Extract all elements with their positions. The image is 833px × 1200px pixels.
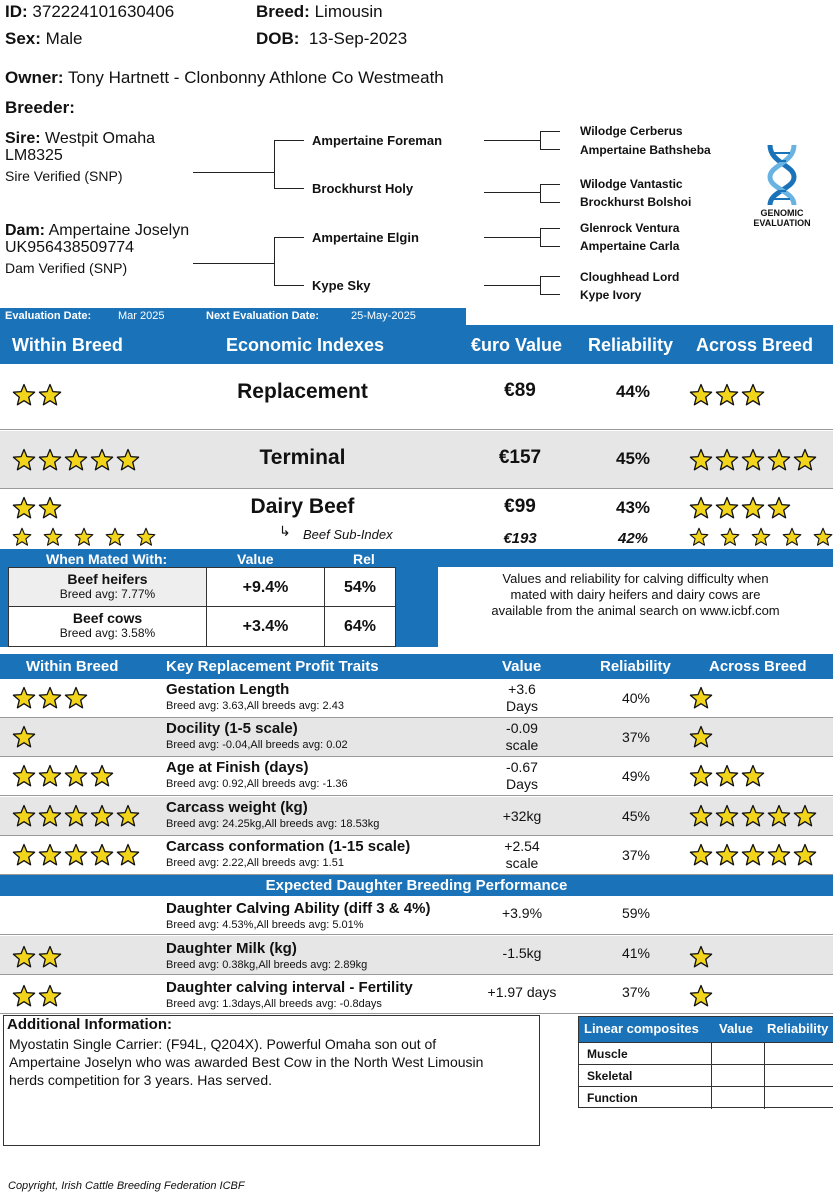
index-name: Replacement (237, 380, 368, 403)
trait-reliability: 40% (621, 690, 651, 706)
trait-avg: Breed avg: 0.38kg,All breeds avg: 2.89kg (166, 959, 368, 971)
star-icon (90, 843, 114, 867)
index-row-terminal (0, 431, 833, 489)
star-icon (767, 448, 791, 472)
trait-row (0, 757, 833, 796)
pedigree-line (540, 202, 560, 203)
trait-value: -1.5kg (502, 945, 542, 961)
star-icon (12, 686, 36, 710)
star-icon (689, 764, 713, 788)
pedigree-sire-dam: Brockhurst Holy (312, 181, 414, 196)
star-icon (38, 383, 62, 407)
linear-composites-table (578, 1016, 833, 1108)
pedigree-ss-dam: Ampertaine Bathsheba (580, 143, 711, 157)
index-reliability: 45% (615, 449, 651, 468)
animal-dob: DOB: 13-Sep-2023 (256, 29, 408, 48)
sub-index-name: Beef Sub-Index (303, 527, 393, 542)
linear-row (579, 1042, 833, 1064)
star-icon (741, 448, 765, 472)
within-breed-stars (12, 496, 64, 520)
mated-header-rel: Rel (353, 551, 375, 567)
star-icon (90, 764, 114, 788)
star-icon (12, 448, 36, 472)
star-icon (12, 496, 36, 520)
trait-reliability: 49% (621, 768, 651, 784)
star-icon (689, 725, 713, 749)
pedigree-line (484, 237, 540, 238)
across-breed-stars (689, 843, 819, 867)
star-icon (767, 496, 791, 520)
within-breed-stars (12, 945, 64, 969)
pedigree-sd-dam: Brockhurst Bolshoi (580, 195, 692, 209)
cell-divider (764, 1043, 765, 1065)
star-icon (12, 804, 36, 828)
star-icon (64, 804, 88, 828)
pedigree-line (540, 276, 560, 277)
within-breed-stars (12, 686, 90, 710)
linear-row (579, 1086, 833, 1108)
within-breed-stars (12, 725, 38, 749)
star-icon (715, 383, 739, 407)
star-icon (38, 804, 62, 828)
pedigree-ds-dam: Ampertaine Carla (580, 239, 680, 253)
pedigree-line (193, 263, 274, 264)
trait-value: +1.97 days (487, 984, 557, 1000)
star-icon (782, 527, 802, 547)
star-icon (116, 843, 140, 867)
star-icon (751, 527, 771, 547)
trait-name: Docility (1-5 scale) (166, 720, 298, 737)
trait-avg: Breed avg: -0.04,All breeds avg: 0.02 (166, 739, 348, 751)
pedigree-ss-sire: Wilodge Cerberus (580, 124, 683, 138)
star-icon (689, 945, 713, 969)
within-breed-stars (12, 804, 142, 828)
across-breed-stars (689, 383, 767, 407)
breeder-label: Breeder: (5, 98, 75, 117)
pedigree-line (484, 140, 540, 141)
cell-divider (711, 1065, 712, 1087)
star-icon (64, 764, 88, 788)
cell-divider (711, 1043, 712, 1065)
star-icon (12, 984, 36, 1008)
trait-name: Daughter calving interval - Fertility (166, 979, 413, 996)
trait-row (0, 797, 833, 836)
pedigree-line (274, 188, 304, 189)
daughter-row (0, 896, 833, 935)
star-icon (38, 686, 62, 710)
within-breed-stars (12, 383, 64, 407)
index-value: €89 (504, 380, 536, 401)
index-value: €99 (504, 496, 536, 517)
pedigree-dd-dam: Kype Ivory (580, 288, 642, 302)
linear-row (579, 1064, 833, 1086)
across-breed-stars (689, 804, 819, 828)
across-breed-stars (689, 764, 767, 788)
evaluation-bar: Evaluation Date: Mar 2025 Next Evaluation Date: 25-May-2025 (0, 308, 466, 325)
star-icon (64, 843, 88, 867)
daughter-row (0, 975, 833, 1014)
across-breed-stars (689, 686, 715, 710)
cell-divider (764, 1065, 765, 1087)
trait-avg: Breed avg: 4.53%,All breeds avg: 5.01% (166, 919, 364, 931)
star-icon (12, 527, 32, 547)
linear-header: Linear composites Value Reliability (579, 1017, 833, 1042)
pedigree-line (540, 149, 560, 150)
pedigree-line (540, 184, 560, 185)
trait-value: -0.09 scale (505, 720, 539, 753)
star-icon (38, 984, 62, 1008)
star-icon (741, 764, 765, 788)
star-icon (793, 843, 817, 867)
star-icon (715, 448, 739, 472)
pedigree-line (274, 140, 275, 188)
trait-avg: Breed avg: 0.92,All breeds avg: -1.36 (166, 778, 348, 790)
star-icon (689, 448, 713, 472)
mated-header-value: Value (237, 551, 274, 567)
sub-within-breed-stars (12, 527, 167, 547)
cows-rel: 64% (343, 618, 377, 635)
trait-name: Carcass conformation (1-15 scale) (166, 838, 411, 855)
star-icon (12, 383, 36, 407)
star-icon (64, 448, 88, 472)
pedigree-line (540, 294, 560, 295)
trait-value: +32kg (502, 808, 542, 824)
owner: Owner: Tony Hartnett - Clonbonny Athlone Co Westmeath (5, 68, 444, 87)
pedigree-line (484, 285, 540, 286)
mated-header-with: When Mated With: (46, 551, 168, 567)
animal-breed: Breed: Limousin (256, 2, 383, 21)
copyright: Copyright, Irish Cattle Breeding Federation ICBF (8, 1180, 245, 1192)
pedigree-line (540, 276, 541, 294)
star-icon (105, 527, 125, 547)
star-icon (74, 527, 94, 547)
trait-value: +3.6 Days (506, 681, 538, 714)
star-icon (12, 945, 36, 969)
star-icon (767, 843, 791, 867)
across-breed-stars (689, 945, 715, 969)
star-icon (689, 496, 713, 520)
pedigree-dd-sire: Cloughhead Lord (580, 270, 680, 284)
trait-reliability: 41% (621, 945, 651, 961)
trait-name: Daughter Milk (kg) (166, 940, 297, 957)
sub-across-breed-stars (689, 527, 833, 547)
linear-row-label: Function (587, 1091, 638, 1105)
trait-avg: Breed avg: 3.63,All breeds avg: 2.43 (166, 700, 344, 712)
star-icon (38, 764, 62, 788)
index-reliability: 43% (615, 498, 651, 517)
star-icon (90, 804, 114, 828)
trait-name: Gestation Length (166, 681, 290, 698)
star-icon (767, 804, 791, 828)
calving-note: Values and reliability for calving difficulty when mated with dairy heifers and dairy cows are available from the animal search on www.icbf.com (438, 567, 833, 647)
star-icon (741, 843, 765, 867)
within-breed-stars (12, 448, 142, 472)
index-name: Terminal (259, 446, 346, 469)
trait-reliability: 37% (621, 729, 651, 745)
pedigree-sd-sire: Wilodge Vantastic (580, 177, 683, 191)
star-icon (38, 496, 62, 520)
within-breed-stars (12, 764, 116, 788)
trait-value: -0.67 Days (506, 759, 538, 792)
star-icon (715, 496, 739, 520)
pedigree-line (274, 237, 304, 238)
trait-reliability: 37% (621, 847, 651, 863)
star-icon (741, 496, 765, 520)
star-icon (689, 686, 713, 710)
pedigree-line (540, 131, 560, 132)
pedigree-line (540, 228, 560, 229)
trait-avg: Breed avg: 24.25kg,All breeds avg: 18.53kg (166, 818, 380, 830)
index-row-replacement (0, 364, 833, 430)
mated-left-edge (0, 549, 8, 647)
star-icon (689, 527, 709, 547)
cell-divider (764, 1087, 765, 1109)
pedigree-line (274, 140, 304, 141)
trait-reliability: 45% (621, 808, 651, 824)
trait-row (0, 836, 833, 875)
sub-index-value: €193 (503, 530, 537, 547)
star-icon (741, 804, 765, 828)
mated-table (8, 567, 396, 647)
star-icon (116, 448, 140, 472)
star-icon (689, 383, 713, 407)
genomic-label: GENOMIC EVALUATION (753, 208, 811, 228)
pedigree-dam-dam: Kype Sky (312, 278, 371, 293)
daughter-row (0, 936, 833, 975)
star-icon (715, 843, 739, 867)
trait-row (0, 679, 833, 718)
star-icon (689, 984, 713, 1008)
star-icon (813, 527, 833, 547)
sub-index-reliability: 42% (617, 530, 649, 547)
star-icon (90, 448, 114, 472)
sub-index-arrow-icon: ↳ (279, 523, 291, 539)
across-breed-stars (689, 448, 819, 472)
across-breed-stars (689, 496, 793, 520)
star-icon (715, 804, 739, 828)
heifers-value: +9.4% (207, 568, 325, 607)
index-value: €157 (498, 447, 542, 468)
trait-avg: Breed avg: 1.3days,All breeds avg: -0.8days (166, 998, 382, 1010)
index-reliability: 44% (615, 382, 651, 401)
star-icon (38, 448, 62, 472)
trait-reliability: 59% (621, 905, 651, 921)
star-icon (43, 527, 63, 547)
star-icon (38, 945, 62, 969)
pedigree-line (274, 285, 304, 286)
cows-label-cell: Beef cows Breed avg: 3.58% (9, 607, 207, 646)
heifers-label-cell: Beef heifers Breed avg: 7.77% (9, 568, 207, 607)
star-icon (12, 764, 36, 788)
star-icon (64, 686, 88, 710)
cows-value: +3.4% (207, 607, 325, 646)
dna-icon (760, 143, 804, 207)
traits-header: Within Breed Key Replacement Profit Traits Value Reliability Across Breed (0, 654, 833, 679)
star-icon (12, 725, 36, 749)
star-icon (741, 383, 765, 407)
trait-value: +2.54 scale (504, 838, 540, 871)
star-icon (38, 843, 62, 867)
star-icon (689, 804, 713, 828)
trait-reliability: 37% (621, 984, 651, 1000)
pedigree-line (540, 184, 541, 202)
animal-sex: Sex: Male (5, 29, 83, 48)
daughter-header: Expected Daughter Breeding Performance (0, 875, 833, 896)
trait-avg: Breed avg: 2.22,All breeds avg: 1.51 (166, 857, 344, 869)
cell-divider (711, 1087, 712, 1109)
within-breed-stars (12, 843, 142, 867)
trait-name: Daughter Calving Ability (diff 3 & 4%) (166, 900, 431, 917)
pedigree-line (484, 192, 540, 193)
animal-id: ID: 372224101630406 (5, 2, 175, 21)
star-icon (689, 843, 713, 867)
star-icon (793, 804, 817, 828)
linear-row-label: Skeletal (587, 1069, 633, 1083)
dam-info: Dam: Ampertaine Joselyn UK956438509774 Dam Verified (SNP) (5, 222, 190, 276)
sire-info: Sire: Westpit Omaha LM8325 Sire Verified (SNP) (5, 130, 155, 184)
pedigree-dam-sire: Ampertaine Elgin (312, 230, 419, 245)
trait-name: Carcass weight (kg) (166, 799, 308, 816)
trait-name: Age at Finish (days) (166, 759, 309, 776)
pedigree-line (540, 246, 560, 247)
star-icon (12, 843, 36, 867)
pedigree-ds-sire: Glenrock Ventura (580, 221, 680, 235)
pedigree-line (540, 228, 541, 246)
index-name: Dairy Beef (250, 495, 355, 518)
star-icon (793, 448, 817, 472)
linear-row-label: Muscle (587, 1047, 628, 1061)
within-breed-stars (12, 984, 64, 1008)
star-icon (715, 764, 739, 788)
trait-value: +3.9% (501, 905, 543, 921)
star-icon (116, 804, 140, 828)
pedigree-line (193, 172, 274, 173)
heifers-rel: 54% (325, 568, 395, 607)
index-row-dairy-beef (0, 490, 833, 548)
pedigree-sire-sire: Ampertaine Foreman (312, 133, 443, 148)
additional-info-box: Additional Information: Myostatin Single Carrier: (F94L, Q204X). Powerful Omaha son out of Ampertaine Joselyn who was awarded Best Cow in the North West Limousin herds competition for 3 years. Has served. (3, 1015, 540, 1146)
star-icon (136, 527, 156, 547)
trait-row (0, 718, 833, 757)
indexes-header: Within Breed Economic Indexes €uro Value Reliability Across Breed (0, 325, 833, 364)
star-icon (720, 527, 740, 547)
across-breed-stars (689, 984, 715, 1008)
pedigree-line (540, 131, 541, 149)
across-breed-stars (689, 725, 715, 749)
pedigree-line (274, 237, 275, 285)
